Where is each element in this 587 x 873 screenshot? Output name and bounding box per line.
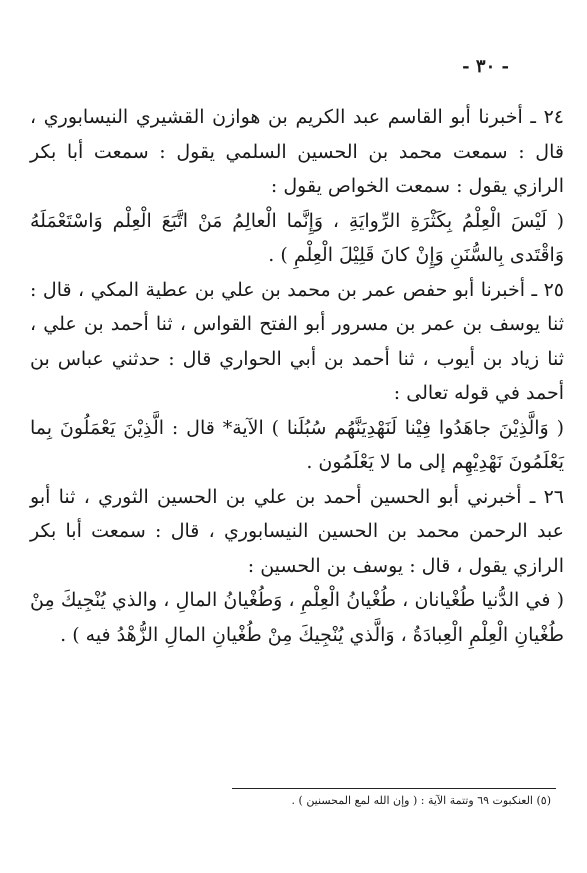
footnote-divider (232, 788, 556, 789)
paragraph-25-chain: ٢٥ ـ أخبرنا أبو حفص عمر بن محمد بن علي بن عطية المكي ، قال : ثنا يوسف بن عمر بن مسرور أبو الفتح القواس ، ثنا أحمد بن علي ، ثنا زياد بن أيوب ، ثنا أحمد بن أبي الحواري قال : حدثني عباس بن أحمد في قوله تعالى : (30, 278, 564, 404)
paragraph-24-chain: ٢٤ ـ أخبرنا أبو القاسم عبد الكريم بن هوازن القشيري النيسابوري ، قال : سمعت محمد بن الحسين السلمي يقول : سمعت أبا بكر الرازي يقول : سمعت الخواص يقول : (30, 106, 564, 197)
paragraph-25-quote: ( وَالَّذِيْنَ جاهَدُوا فِيْنا لَنَهْدِيَنَّهُم سُبُلَنا ) الآية* قال : الَّذِيْنَ يَعْمَلُونَ بِما يَعْلَمُونَ نَهْدِيْهِم إلى ما لا يَعْلَمُون . (30, 416, 564, 473)
paragraph-26-chain: ٢٦ ـ أخبرني أبو الحسين أحمد بن علي بن الحسين الثوري ، ثنا أبو عبد الرحمن محمد بن الحسين النيسابوري ، قال : سمعت أبا بكر الرازي يقول ، قال : يوسف بن الحسين : (30, 485, 564, 577)
footnote: (٥) العنكبوت ٦٩ وتتمة الآية : ( وإن الله لمع المحسنين ) . (291, 794, 551, 807)
paragraph-26-quote: ( في الدُّنيا طُغْيانان ، طُغْيانُ الْعِلْمِ ، وَطُغْيانُ المالِ ، والذي يُنْجِيكَ مِنْ طُغْيانِ الْعِلْمِ الْعِبادَةُ ، وَالَّذي يُنْجِيكَ مِنْ طُغْيانِ المالِ الزُّهْدُ فيه ) . (30, 589, 564, 646)
page-body (30, 100, 564, 652)
page-number: - ٣٠ - (462, 56, 509, 77)
paragraph-24-quote: ( لَيْسَ الْعِلْمُ بِكَثْرَةِ الرِّوايَةِ ، وَإِنَّما الْعالِمُ مَنْ اتَّبَعَ الْعِلْم وَاسْتَعْمَلَهُ وَاقْتَدى بِالسُّنَنِ وَإِنْ كانَ قَلِيْلَ الْعِلْمِ ) . (30, 209, 564, 266)
